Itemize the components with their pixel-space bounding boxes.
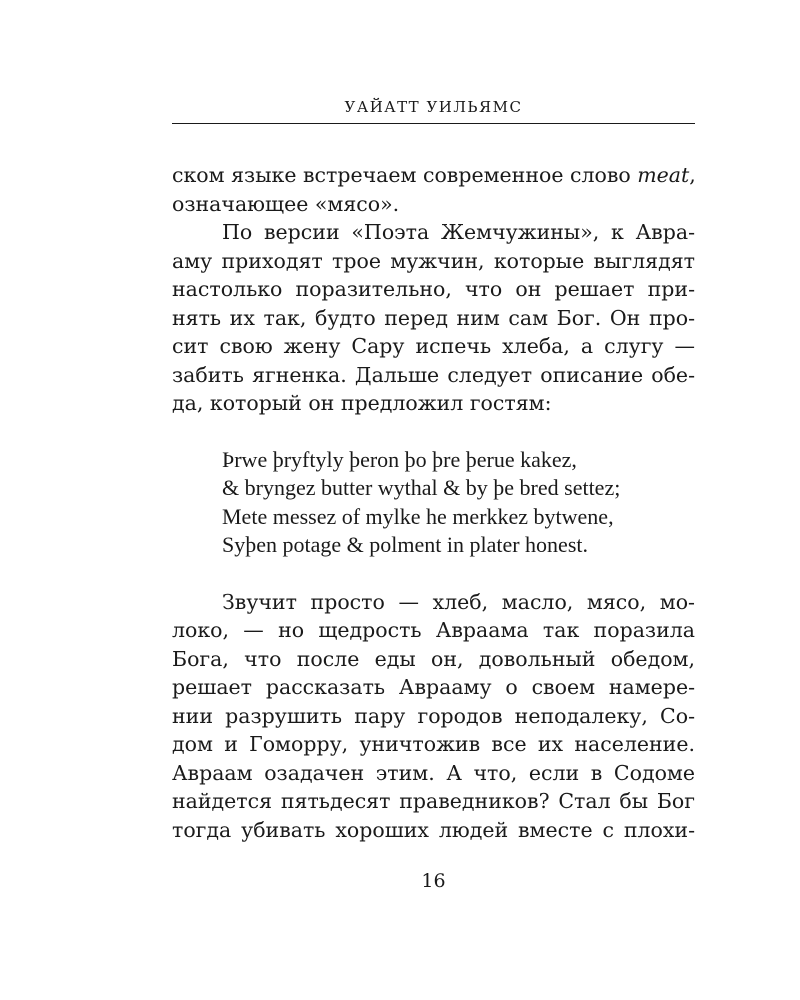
paragraph-line: настолько поразительно, что он решает при- [172,277,695,301]
paragraph-line: Авраам озадачен этим. А что, если в Содоме [172,760,695,785]
verse-line: Mete messez of mylke he merkkez bytwene, [222,503,614,529]
paragraph-line: По версии «Поэта Жемчужины», к Авра- [222,220,695,244]
italic-word: meat [637,163,690,187]
paragraph-line: локо, — но щедрость Авраама так поразила [172,618,695,642]
verse-quote [172,446,695,560]
paragraph-line: ском языке встречаем современное слово meat, [172,163,696,187]
verse-line: Syþen potage & polment in plater honest. [222,532,588,557]
paragraph-line: забить ягненка. Дальше следует описание обе- [172,362,695,387]
paragraph-line: нии разрушить пару городов неподалеку, Со- [172,703,695,728]
running-head: УАЙАТТ УИЛЬЯМС [344,98,523,116]
paragraph-line: нять их так, будто перед ним сам Бог. Он про- [172,305,695,330]
paragraph-line: Звучит просто — хлеб, масло, мясо, мо- [222,589,695,614]
header-rule [172,123,695,124]
paragraph-poet-version [172,218,695,418]
paragraph-line: Бога, что после еды он, довольный обедом, [172,646,695,671]
paragraph-abraham [172,588,695,845]
paragraph-line: решает рассказать Аврааму о своем намере- [172,675,695,699]
paragraph-line: аму приходят трое мужчин, которые выглядят [172,248,695,273]
paragraph-line: найдется пятьдесят праведников? Стал бы Бог [172,789,695,813]
page-number: 16 [421,870,446,892]
paragraph-line: означающее «мясо». [172,191,400,216]
paragraph-line: сит свою жену Сару испечь хлеба, а слугу — [172,334,695,358]
paragraph-continued [172,161,695,218]
paragraph-line: да, который он предложил гостям: [172,391,552,415]
verse-line: & bryngez butter wythal & by þe bred settez; [222,475,621,500]
body-text [172,161,695,844]
paragraph-line: тогда убивать хороших людей вместе с плохи- [172,817,695,842]
paragraph-line: дом и Гоморру, уничтожив все их население. [172,732,695,756]
verse-line: Þrwe þryftyly þeron þo þre þerue kakez, [222,446,577,472]
